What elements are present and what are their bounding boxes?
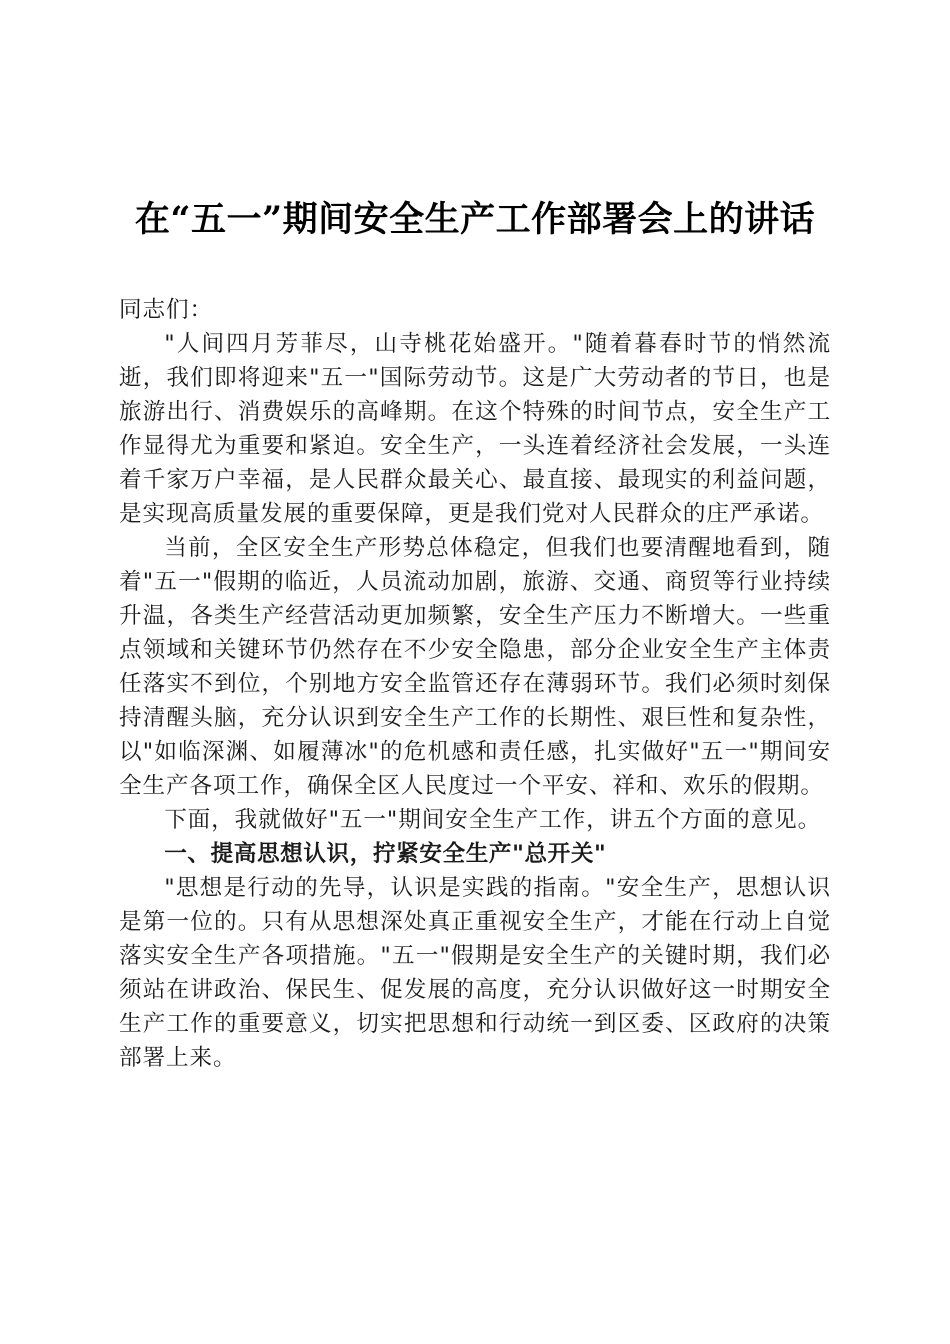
salutation: 同志们：	[119, 297, 213, 323]
paragraph-3: 下面，我就做好"五一"期间安全生产工作，讲五个方面的意见。	[164, 807, 822, 833]
section-paragraph: "思想是行动的先导，认识是实践的指南。"安全生产，思想认识是第一位的。只有从思想深处真正重视安全生产，才能在行动上自觉落实安全生产各项措施。"五一"假期是安全生产的关键时期，我们必须站在讲政治、保民生、促发展的高度，充分认识做好这一时期安全生产工作的重要意义，切实把思想和行动统一到区委、区政府的决策部署上来。	[119, 875, 831, 1071]
paragraph-1: "人间四月芳菲尽，山寺桃花始盛开。"随着暮春时节的悄然流逝，我们即将迎来"五一"国际劳动节。这是广大劳动者的节日，也是旅游出行、消费娱乐的高峰期。在这个特殊的时间节点，安全生产工作显得尤为重要和紧迫。安全生产，一头连着经济社会发展，一头连着千家万户幸福，是人民群众最关心、最直接、最现实的利益问题，是实现高质量发展的重要保障，更是我们党对人民群众的庄严承诺。	[119, 331, 831, 527]
document-body	[119, 293, 831, 1075]
section-heading: 一、提高思想认识，拧紧安全生产"总开关"	[164, 841, 607, 867]
paragraph-2: 当前，全区安全生产形势总体稳定，但我们也要清醒地看到，随着"五一"假期的临近，人员流动加剧，旅游、交通、商贸等行业持续升温，各类生产经营活动更加频繁，安全生产压力不断增大。一些重点领域和关键环节仍然存在不少安全隐患，部分企业安全生产主体责任落实不到位，个别地方安全监管还存在薄弱环节。我们必须时刻保持清醒头脑，充分认识到安全生产工作的长期性、艰巨性和复杂性，以"如临深渊、如履薄冰"的危机感和责任感，扎实做好"五一"期间安全生产各项工作，确保全区人民度过一个平安、祥和、欢乐的假期。	[119, 535, 831, 799]
document-title: 在“五一”期间安全生产工作部署会上的讲话	[134, 199, 816, 240]
